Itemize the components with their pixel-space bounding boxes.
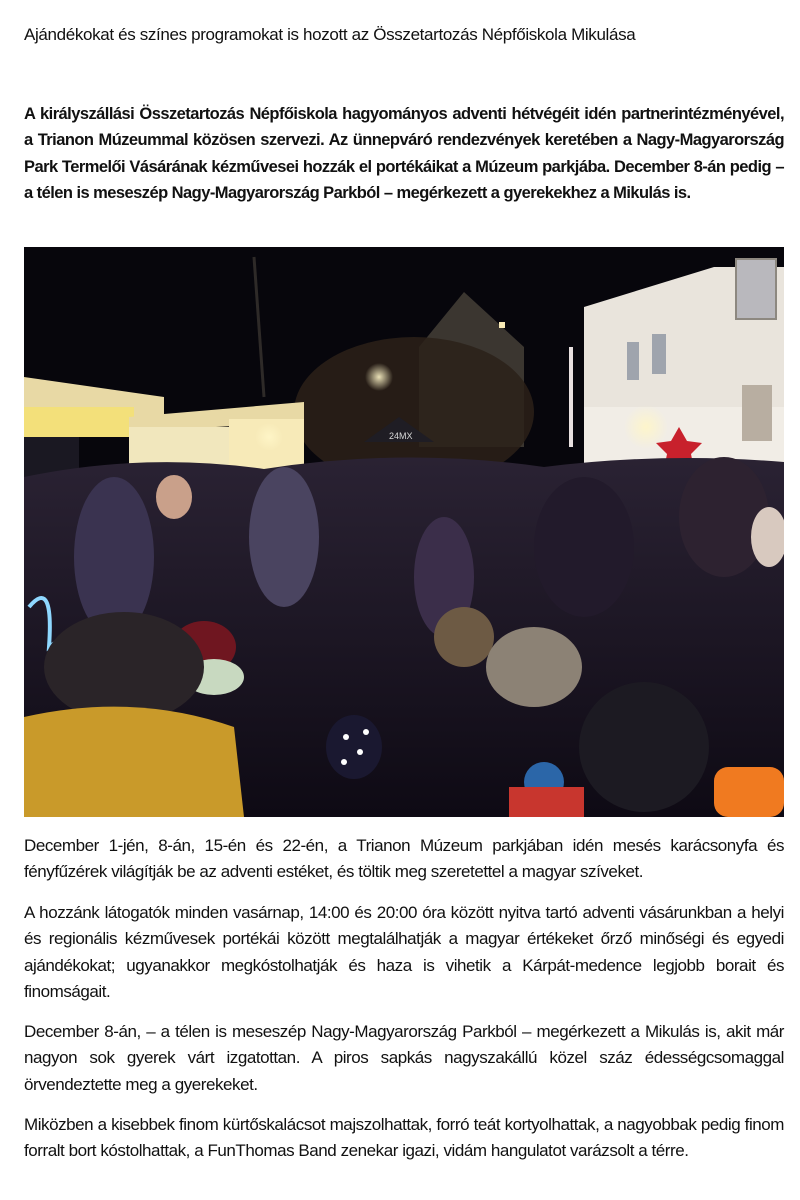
striped-pole [569, 347, 573, 447]
foreground-head [44, 612, 204, 722]
tent-sign: 24MX [389, 431, 413, 441]
article-lead: A királyszállási Összetartozás Népfőiskola hagyományos adventi hétvégéit idén partnerintézményével, a Trianon Múzeummal közösen szervezi. Az ünnepváró rendezvények keretében a Nagy-Magyarország Park Termelői Vásárának kézművesei hozzák el portékáikat a Múzeum parkjába. December 8-án pedig – a télen is meseszép Nagy-Magyarország Parkból – megérkezett a gyerekekhez a Mikulás is. [24, 105, 784, 203]
yellow-jacket [24, 707, 244, 817]
window [736, 259, 776, 319]
window [652, 334, 666, 374]
article-photo [24, 247, 784, 817]
window [627, 342, 639, 380]
article-title: Ajándékokat és színes programokat is hozott az Összetartozás Népfőiskola Mikulása [24, 25, 636, 44]
christmas-market-photo [24, 247, 784, 817]
paragraph: December 8-án, – a télen is meseszép Nagy-Magyarország Parkból – megérkezett a Mikulás is, akit már nagyon sok gyerek várt izgatottan. A piros sapkás nagyszakállú közel száz édességcsomaggal örvendeztette meg a gyerekeket. [24, 1022, 784, 1094]
stall-sign [24, 407, 134, 437]
paragraph: A hozzánk látogatók minden vasárnap, 14:00 és 20:00 óra között nyitva tartó adventi vásárunkban a helyi és regionális kézművesek portékái között megtalálhatják a magyar értékeket őrző minőségi és egyedi ajándékokat; ugyanakkor megkóstolhatják és haza is vihetik a Kárpát-medence legjobb borait és finomságait. [24, 903, 784, 1001]
orange-scarf [714, 767, 784, 817]
window [742, 385, 772, 441]
polka-dot-hat [326, 715, 382, 779]
street-lamp [365, 363, 393, 391]
backpack [579, 682, 709, 812]
paragraph: December 1-jén, 8-án, 15-én és 22-én, a Trianon Múzeum parkjában idén mesés karácsonyfa és fényfűzérek világítják be az adventi estéket, és töltik meg szeretettel a magyar szíveket. [24, 836, 784, 882]
paragraph: Miközben a kisebbek finom kürtőskalácsot majszolhattak, forró teát kortyolhattak, a nagyobbak pedig finom forralt bort kóstolhattak, a FunThomas Band zenekar igazi, vidám hangulatot varázsolt a térre. [24, 1115, 784, 1161]
